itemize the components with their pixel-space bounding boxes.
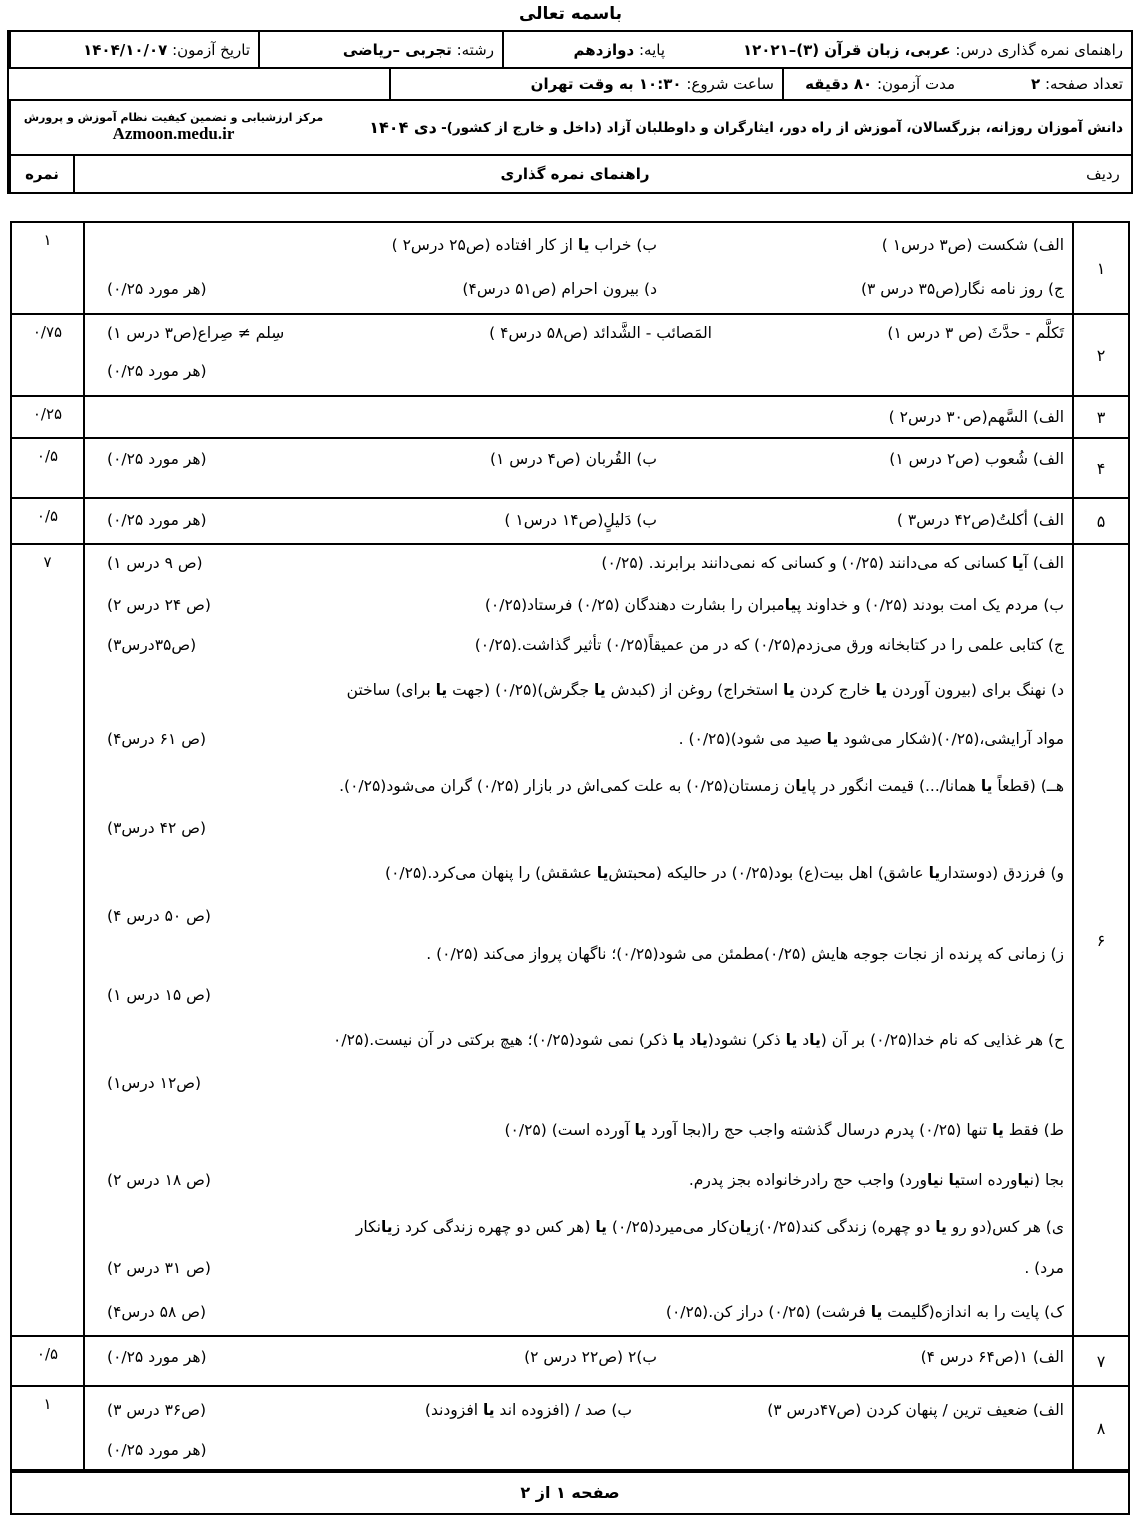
answer-key-table — [10, 221, 1130, 1515]
answer-text: ط) فقط یا تنها (۰/۲۵) پدرم درسال گذشته واجب حج را(بجا آورد یا آورده است) (۰/۲۵) — [504, 1121, 1064, 1139]
start-label: ساعت شروع: — [686, 75, 774, 93]
answer-text: د) نهنگ برای (بیرون آوردن یا خارج کردن یا استخراج) روغن از (کبدش یا جگرش)(۰/۲۵) (جهت یا برای) ساختن — [346, 681, 1064, 699]
row-score: ۱ — [12, 223, 85, 313]
row-answer — [85, 439, 1072, 497]
answer-text: هــ) (قطعاً یا همانا/...) قیمت انگور در پایان زمستان(۰/۲۵) به علت کمی‌اش در بازار (۰/۲۵) گران می‌شود(۰/۲۵). — [339, 777, 1064, 795]
row-number: ۸ — [1072, 1387, 1128, 1469]
question-row — [12, 499, 1128, 545]
answer-text: مرد) . — [1024, 1259, 1064, 1277]
answer-text: الف) شکست (ص۳ درس۱ ) — [881, 236, 1064, 254]
answer-text-middle: ب) صد / (افزوده اند یا افزودند) — [424, 1401, 632, 1419]
answer-reference: (ص۳۶ درس ۳) — [107, 1401, 207, 1419]
answer-text: ز) زمانی که پرنده از نجات جوجه هایش (۰/۲۵)مطمئن می شود(۰/۲۵)؛ ناگهان پرواز می‌کند (۰/۲۵) . — [426, 945, 1064, 963]
question-row — [12, 397, 1128, 439]
answer-text: ب) مردم یک امت بودند (۰/۲۵) و خداوند پیامبران را بشارت دهندگان (۰/۲۵) فرستاد(۰/۲۵) — [484, 596, 1064, 614]
row-score: ۰/۵ — [12, 1337, 85, 1385]
col-score: نمره — [25, 165, 59, 183]
answer-text: ح) هر غذایی که نام خدا(۰/۲۵) بر آن (یاد یا ذکر) نشود(یاد یا ذکر) نمی شود(۰/۲۵)؛ هیچ برکتی در آن نیست.(۰/۲۵ — [333, 1031, 1064, 1049]
row-score: ۰/۵ — [12, 439, 85, 497]
answer-text: ک) پایت را به اندازه(گلیمت یا فرشت) (۰/۲۵) دراز کن.(۰/۲۵) — [665, 1303, 1064, 1321]
field-label: رشته: — [456, 40, 494, 59]
row-number: ۱ — [1072, 223, 1128, 313]
center-name: مرکز ارزشیابی و تضمین کیفیت نظام آموزش و پرورش — [23, 111, 324, 124]
page-number: صفحه ۱ از ۲ — [520, 1483, 620, 1502]
row-answer — [85, 499, 1072, 543]
date-label: تاریخ آزمون: — [172, 40, 250, 59]
row-number: ۲ — [1072, 315, 1128, 395]
answer-text: الف) ضعیف ترین / پنهان کردن (ص۴۷درس ۳) — [767, 1401, 1064, 1419]
col-guide: راهنمای نمره گذاری — [500, 165, 650, 183]
answer-reference: (ص ۵۸ درس۴) — [107, 1303, 207, 1321]
answer-text: تَکلَّم - حدَّثَ (ص ۳ درس ۱) — [887, 324, 1064, 342]
header-row-4 — [9, 156, 1131, 192]
row-answer — [85, 1337, 1072, 1385]
students-text: دانش آموزان روزانه، بزرگسالان، آموزش از راه دور، ایثارگران و داوطلبان آزاد (داخل و خارج از کشور)- — [441, 119, 1123, 136]
grade-label: پایه: — [638, 40, 665, 59]
row-number: ۴ — [1072, 439, 1128, 497]
grade-value: دوازدهم — [573, 40, 635, 59]
answer-text: الف) شُعوب (ص۲ درس ۱) — [889, 450, 1064, 468]
start-value: ۱۰:۳۰ به وقت تهران — [530, 75, 682, 93]
col-radif: ردیف — [1086, 165, 1120, 183]
answer-reference: (هر مورد ۰/۲۵) — [107, 1441, 207, 1459]
pages-value: ۲ — [1031, 75, 1041, 93]
answer-text: مواد آرایشی،(۰/۲۵)(شکار می‌شود یا صید می شود)(۰/۲۵) . — [678, 730, 1064, 748]
answer-text: ج) روز نامه نگار(ص۳۵ درس ۳) — [860, 280, 1064, 298]
row-answer — [85, 397, 1072, 437]
exam-header — [7, 30, 1133, 194]
answer-text-middle: ب) دَلیلٍ(ص۱۴ درس۱ ) — [504, 511, 657, 529]
row-number: ۳ — [1072, 397, 1128, 437]
answer-text: الف) السَّهم(ص۳۰ درس۲ ) — [888, 408, 1064, 426]
answer-reference: (ص ۱۸ درس ۲) — [107, 1171, 211, 1189]
page-heading: باسمه تعالی — [518, 4, 623, 24]
row-score: ۰/۵ — [12, 499, 85, 543]
answer-reference: (ص ۵۰ درس ۴) — [107, 907, 211, 925]
answer-text: الف) ۱(ص۶۴ درس ۴) — [920, 1348, 1064, 1366]
row-score: ۰/۲۵ — [12, 397, 85, 437]
pages-label: تعداد صفحه: — [1044, 75, 1123, 93]
answer-reference: (ص ۶۱ درس۴) — [107, 730, 207, 748]
header-row-3 — [9, 101, 1131, 156]
answer-text: الف) أکلتُ(ص۴۲ درس۳ ) — [896, 511, 1064, 529]
answer-reference: (ص۳۵درس۳) — [107, 636, 197, 654]
answer-reference: سِلم ≠ صِراع(ص۳ درس ۱) — [107, 324, 285, 342]
row-answer — [85, 545, 1072, 1335]
row-score: ۰/۷۵ — [12, 315, 85, 395]
answer-reference: (هر مورد ۰/۲۵) — [107, 362, 207, 380]
answer-reference: (ص۱۲ درس۱) — [107, 1074, 202, 1092]
row-answer — [85, 315, 1072, 395]
answer-reference: (ص ۱۵ درس ۱) — [107, 986, 211, 1004]
row-answer — [85, 223, 1072, 313]
row-score: ۱ — [12, 1387, 85, 1469]
answer-text-middle: ب) خراب یا از کار افتاده (ص۲۵ درس۲ ) — [391, 236, 657, 254]
answer-text: و) فرزدق (دوستداریا عاشق) اهل بیت(ع) بود(۰/۲۵) در حالیکه (محبتش‌یا عشقش) را پنهان می‌کرد.(۰/۲۵) — [385, 864, 1064, 882]
answer-reference: (هر مورد ۰/۲۵) — [107, 450, 207, 468]
question-row — [12, 439, 1128, 499]
question-row — [12, 1387, 1128, 1471]
answer-text: الف) آیا کسانی که می‌دانند (۰/۲۵) و کسانی که نمی‌دانند برابرند. (۰/۲۵) — [601, 554, 1064, 572]
header-row-2 — [9, 69, 1131, 101]
duration-value: ۸۰ دقیقه — [805, 75, 873, 93]
question-row — [12, 223, 1128, 315]
answer-text-middle: ب)۲ (ص۲۲ درس ۲) — [524, 1348, 657, 1366]
date-value: ۱۴۰۴/۱۰/۰۷ — [83, 40, 168, 59]
answer-reference: (هر مورد ۰/۲۵) — [107, 280, 207, 298]
answer-reference: (ص ۲۴ درس ۲) — [107, 596, 211, 614]
answer-text: ج) کتابی علمی را در کتابخانه ورق می‌زدم(۰/۲۵) که در من عمیقاً(۰/۲۵) تأثیر گذاشت.(۰/۲۵) — [474, 636, 1064, 654]
answer-text-middle: د) بیرون احرام (ص۵۱ درس۴) — [462, 280, 657, 298]
question-row — [12, 1337, 1128, 1387]
answer-text-middle: المَصائب - الشَّدائد (ص۵۸ درس۴ ) — [489, 324, 712, 342]
field-value: تجربی –ریاضی — [342, 40, 452, 59]
session-value: دی ۱۴۰۴ — [369, 118, 437, 137]
question-row — [12, 315, 1128, 397]
row-answer — [85, 1387, 1072, 1469]
row-number: ۶ — [1072, 545, 1128, 1335]
answer-text: ی) هر کس(دو رو یا دو چهره) زندگی کند(۰/۲۵)زیان‌کار می‌میرد(۰/۲۵) یا (هر کس دو چهره زندگی کرد زیانکار — [355, 1218, 1064, 1236]
duration-label: مدت آزمون: — [876, 75, 955, 93]
answer-text-middle: ب) القُربان (ص۴ درس ۱) — [489, 450, 657, 468]
row-number: ۵ — [1072, 499, 1128, 543]
row-score: ۷ — [12, 545, 85, 1335]
footer-row — [12, 1471, 1128, 1515]
course-name: عربی، زبان قرآن (۳)–۱۲۰۲۱ — [742, 40, 951, 59]
site-address: Azmoon.medu.ir — [112, 124, 235, 143]
answer-reference: (ص ۹ درس ۱) — [107, 554, 203, 572]
question-row — [12, 545, 1128, 1337]
answer-reference: (هر مورد ۰/۲۵) — [107, 1348, 207, 1366]
answer-reference: (هر مورد ۰/۲۵) — [107, 511, 207, 529]
header-row-1 — [9, 32, 1131, 69]
answer-reference: (ص ۴۲ درس۳) — [107, 819, 207, 837]
guide-label: راهنمای نمره گذاری درس: — [955, 40, 1123, 59]
answer-text: بجا (نیاورده استیا نیاورد) واجب حج رادرخانواده بجز پدرم. — [688, 1171, 1064, 1189]
answer-reference: (ص ۳۱ درس ۲) — [107, 1259, 211, 1277]
row-number: ۷ — [1072, 1337, 1128, 1385]
